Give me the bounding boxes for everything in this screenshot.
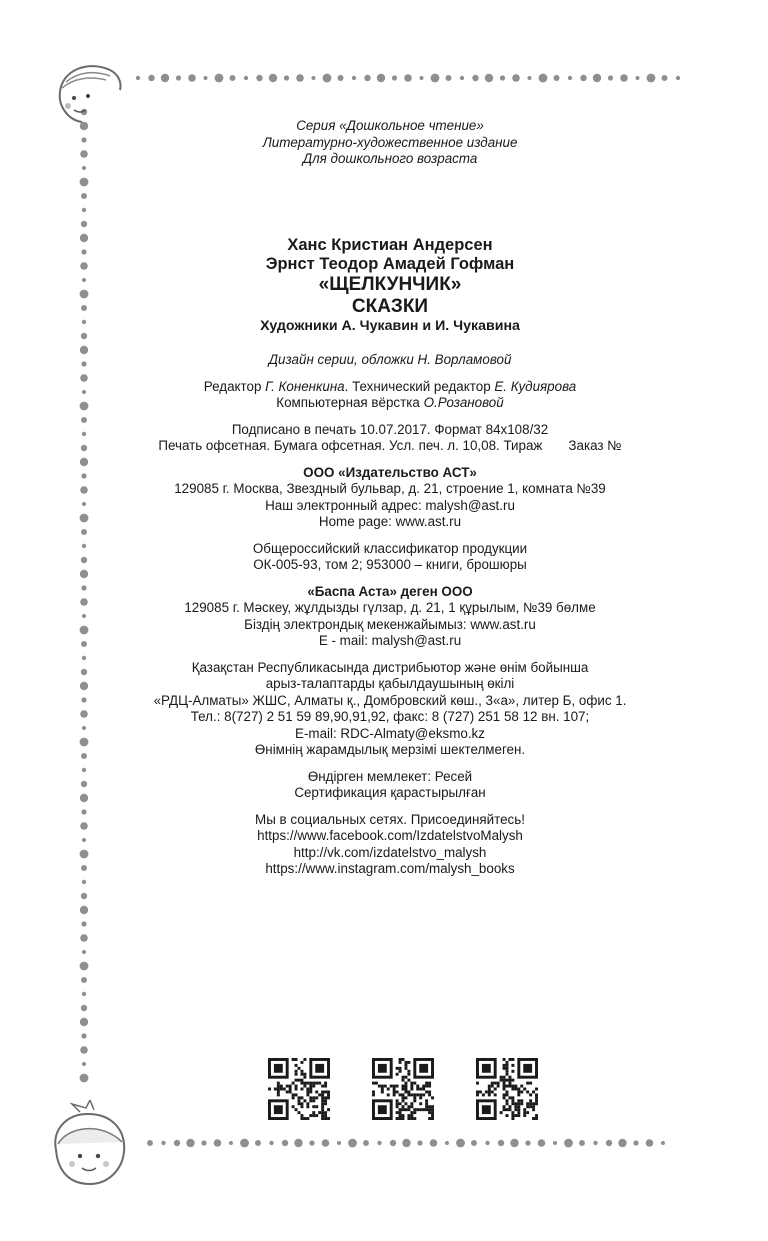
series-line: Серия «Дошкольное чтение» (296, 118, 484, 133)
publisher-address: 129085 г. Москва, Звездный бульвар, д. 21, строение 1, комната №39 (174, 481, 606, 496)
border-dot (81, 221, 87, 227)
border-dot (82, 656, 86, 660)
border-dot (81, 809, 86, 814)
border-dot (80, 822, 88, 830)
border-dot (82, 502, 86, 506)
border-dot (82, 208, 86, 212)
border-dot (676, 76, 680, 80)
border-dot (80, 850, 89, 859)
border-dot (82, 726, 86, 730)
border-dot (81, 193, 87, 199)
border-dot (80, 626, 89, 635)
border-dot (82, 278, 86, 282)
border-dot (553, 1141, 557, 1145)
border-dot (80, 570, 88, 578)
border-dot (230, 75, 236, 81)
border-dot (564, 1139, 573, 1148)
border-dot (204, 76, 208, 80)
origin-line: Сертификация қарастырылған (294, 785, 486, 800)
border-dot (460, 76, 464, 80)
border-dot (322, 1139, 330, 1147)
border-dot (82, 950, 86, 954)
border-dot (456, 1139, 465, 1148)
social-line: Мы в социальных сетях. Присоединяйтесь! (255, 811, 525, 827)
border-dot (81, 1033, 86, 1038)
border-dot (161, 1141, 165, 1145)
border-dot (646, 1139, 654, 1147)
border-dot (81, 529, 87, 535)
border-dot (338, 75, 344, 81)
border-dot (81, 445, 87, 451)
kz-publisher-email2: E - mail: malysh@ast.ru (318, 633, 462, 648)
distributor-line: Өнімнің жарамдылық мерзімі шектелмеген. (254, 742, 526, 757)
social-link[interactable]: http://vk.com/izdatelstvo_malysh (293, 844, 487, 860)
border-dot (269, 74, 277, 82)
border-dot (80, 486, 88, 494)
author-name: Эрнст Теодор Амадей Гофман (265, 254, 515, 273)
classifier-line: ОК-005-93, том 2; 953000 – книги, брошюры (253, 557, 527, 572)
kz-publisher-address: 129085 г. Мәскеу, жұлдызды гүлзар, д. 21, 1 құрылым, №39 бөлме (184, 600, 596, 615)
border-dot (82, 768, 86, 772)
classifier-line: Общероссийский классификатор продукции (252, 540, 528, 556)
border-dot (81, 697, 86, 702)
border-dot (81, 753, 87, 759)
border-dot (348, 1139, 357, 1148)
border-dot (80, 374, 88, 382)
qr-codes (268, 1058, 538, 1120)
imprint-text (120, 118, 660, 878)
border-dot (80, 150, 88, 158)
border-dot (80, 402, 89, 411)
print-info-line: Подписано в печать 10.07.2017. Формат 84х108/32 (231, 421, 549, 437)
border-dot (161, 74, 169, 82)
border-dot (538, 1139, 546, 1147)
border-dot (80, 1046, 88, 1054)
kz-publisher-email: Біздің электрондық мекенжайымыз: www.ast.ru (244, 616, 536, 632)
border-dot (80, 794, 88, 802)
border-dot (229, 1141, 233, 1145)
border-dot (256, 75, 262, 81)
distributor-line: Қазақстан Республикасында дистрибьютор және өнім бойынша (191, 659, 589, 675)
border-dot (80, 234, 88, 242)
border-dot (485, 74, 493, 82)
border-dot (337, 1141, 341, 1145)
border-dot (136, 76, 140, 80)
border-dot (580, 75, 586, 81)
series-line: Для дошкольного возраста (302, 151, 478, 166)
border-dot (472, 75, 478, 81)
border-dot (392, 75, 397, 80)
border-dot (201, 1140, 206, 1145)
book-title: «ЩЕЛКУНЧИК» (318, 273, 462, 295)
border-dot (214, 1139, 222, 1147)
border-dot (446, 75, 452, 81)
distributor-line: арыз-талаптарды қабылдаушының өкілі (265, 676, 515, 691)
design-credit: Дизайн серии, обложки Н. Ворламовой (268, 352, 512, 367)
border-dot (431, 74, 440, 83)
border-dot (636, 76, 640, 80)
print-info-line: Печать офсетная. Бумага офсетная. Усл. печ. л. 10,08. Тираж Заказ № (158, 438, 622, 453)
border-dot (188, 74, 196, 82)
border-dot (420, 76, 424, 80)
border-dot (80, 1074, 89, 1083)
border-dot (500, 75, 505, 80)
border-dot (215, 74, 224, 83)
border-dot (377, 1141, 381, 1145)
artists-credit: Художники А. Чукавин и И. Чукавина (260, 317, 520, 334)
tech-editor-label: . Технический редактор (344, 378, 495, 394)
border-dot (81, 557, 87, 563)
border-dot (80, 738, 89, 747)
kz-publisher-name: «Баспа Аста» деген ООО (307, 583, 473, 599)
border-dot (174, 1140, 180, 1146)
border-dot (430, 1139, 438, 1147)
border-dot (377, 74, 385, 82)
publisher-email: Наш электронный адрес: malysh@ast.ru (265, 497, 515, 513)
border-dot (294, 1139, 302, 1147)
border-dot (445, 1141, 449, 1145)
border-dot (404, 74, 412, 82)
border-dot (81, 977, 87, 983)
border-dot (579, 1140, 585, 1146)
border-dot (390, 1140, 396, 1146)
border-dot (363, 1140, 369, 1146)
border-dot (309, 1140, 314, 1145)
border-dot (82, 544, 86, 548)
border-dot (244, 76, 248, 80)
editors-line (120, 379, 660, 396)
border-dot (80, 682, 88, 690)
border-dot (147, 1140, 153, 1146)
border-dot (525, 1140, 530, 1145)
border-dot (80, 458, 88, 466)
border-dot (402, 1139, 410, 1147)
border-dot (80, 1018, 88, 1026)
border-dot (148, 75, 154, 81)
editor-name: Г. Коненкина (265, 378, 345, 394)
border-dot (81, 361, 86, 366)
border-dot (528, 76, 532, 80)
border-dot (608, 75, 613, 80)
border-dot (81, 137, 86, 142)
border-dot (81, 781, 87, 787)
border-dot (81, 473, 86, 478)
border-dot (647, 74, 656, 83)
qr-code-icon[interactable] (476, 1058, 538, 1120)
border-dot (82, 432, 86, 436)
publisher-name: ООО «Издательство АСТ» (303, 464, 477, 480)
border-dot (554, 75, 560, 81)
border-dot (80, 710, 88, 718)
qr-code-icon[interactable] (372, 1058, 434, 1120)
border-dot (82, 390, 86, 394)
author-name: Ханс Кристиан Андерсен (287, 235, 493, 254)
girl-head-top-icon (40, 52, 130, 132)
border-dot (662, 75, 668, 81)
border-dot (81, 585, 86, 590)
border-dot (80, 178, 89, 187)
border-dot (312, 76, 316, 80)
layout-line (120, 395, 660, 412)
border-dot (620, 74, 628, 82)
book-subtitle: СКАЗКИ (351, 295, 429, 317)
border-dot (81, 669, 87, 675)
border-dot (81, 921, 86, 926)
tech-editor-name: Е. Кудиярова (494, 378, 577, 394)
layout-label: Компьютерная вёрстка (276, 395, 424, 410)
border-dot (176, 75, 181, 80)
border-dot (255, 1140, 261, 1146)
border-dot (81, 333, 87, 339)
border-dot (80, 290, 89, 299)
border-dot (80, 514, 89, 523)
border-dot (593, 74, 601, 82)
series-line: Литературно-художественное издание (262, 134, 518, 150)
social-link[interactable]: https://www.instagram.com/malysh_books (265, 861, 515, 876)
border-dot (81, 865, 87, 871)
border-dot (80, 962, 89, 971)
border-dot (606, 1140, 612, 1146)
border-dot (568, 76, 572, 80)
border-dot (80, 906, 88, 914)
border-dot (240, 1139, 249, 1148)
social-link[interactable]: https://www.facebook.com/IzdatelstvoMalysh (257, 828, 523, 843)
border-dot (82, 1062, 86, 1066)
border-dot (82, 614, 86, 618)
layout-name: О.Розановой (423, 395, 504, 410)
border-dot (186, 1139, 194, 1147)
series-info (120, 118, 660, 168)
border-dot (82, 992, 86, 996)
border-dot (498, 1140, 504, 1146)
border-dot (284, 75, 289, 80)
border-dot (661, 1141, 665, 1145)
border-dot (471, 1140, 477, 1146)
distributor-line: E-mail: RDC-Almaty@eksmo.kz (295, 725, 485, 741)
border-dot (82, 166, 86, 170)
border-dot (364, 75, 370, 81)
border-dot (593, 1141, 597, 1145)
border-dot (282, 1140, 288, 1146)
publisher-homepage: Home page: www.ast.ru (318, 514, 462, 529)
border-dot (510, 1139, 518, 1147)
editor-label: Редактор (203, 378, 266, 394)
border-dot (417, 1140, 422, 1145)
border-dot (80, 598, 88, 606)
border-dot (81, 1005, 87, 1011)
border-dot (80, 934, 88, 942)
qr-code-icon[interactable] (268, 1058, 330, 1120)
border-dot (512, 74, 520, 82)
border-dot (618, 1139, 626, 1147)
border-dot (81, 417, 87, 423)
border-dot (269, 1141, 273, 1145)
border-dot (323, 74, 332, 83)
border-dot (485, 1141, 489, 1145)
border-dot (82, 838, 86, 842)
border-dot (81, 305, 87, 311)
border-dot (80, 346, 88, 354)
origin-line: Өндірген мемлекет: Ресей (307, 768, 473, 784)
border-dot (80, 262, 88, 270)
distributor-line: «РДЦ-Алматы» ЖШС, Алматы қ., Домбровский көш., 3«а», литер Б, офис 1. (153, 692, 627, 708)
border-dot (296, 74, 304, 82)
border-dot (81, 249, 86, 254)
border-dot (81, 641, 87, 647)
border-dot (81, 893, 87, 899)
border-dot (352, 76, 356, 80)
border-dot (82, 880, 86, 884)
border-dot (539, 74, 548, 83)
girl-head-bottom-icon (42, 1100, 142, 1190)
border-dot (82, 320, 86, 324)
border-dot (633, 1140, 638, 1145)
distributor-line: Тел.: 8(727) 2 51 59 89,90,91,92, факс: 8 (727) 251 58 12 вн. 107; (190, 709, 590, 724)
